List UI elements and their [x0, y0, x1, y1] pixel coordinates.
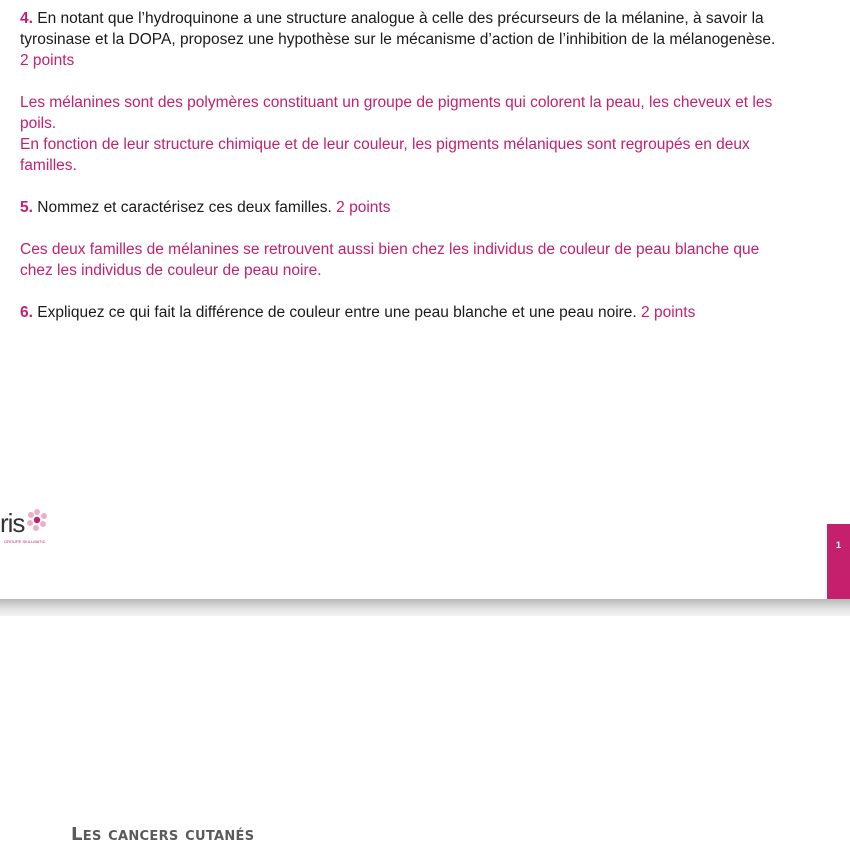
question-4 — [20, 8, 780, 71]
logo-wordmark: ris — [0, 508, 25, 538]
melanines-intro-line1: Les mélanines sont des polymères constituant un groupe de pigments qui colorent la peau, les cheveux et les poils. — [20, 94, 773, 132]
publisher-logo — [0, 506, 60, 550]
page-number-tab — [827, 524, 850, 599]
logo-subtext: GROUPE SKILLMATIC — [4, 539, 46, 544]
question-5 — [20, 197, 780, 218]
page-content — [20, 8, 780, 344]
section-title: Les cancers cutanés — [71, 824, 255, 845]
question-points: 2 points — [20, 52, 75, 69]
page-separator — [0, 599, 850, 616]
question-text: En notant que l’hydroquinone a une structure analogue à celle des précurseurs de la mélanine, à savoir la tyrosinase et la DOPA, proposez une hypothèse sur le mécanisme d’action de l’inhibition de la mélanogenèse. — [20, 10, 776, 48]
question-number: 5. — [20, 199, 33, 216]
question-text: Nommez et caractérisez ces deux familles. — [37, 199, 332, 216]
page-number: 1 — [835, 540, 841, 550]
page-lower — [0, 616, 850, 846]
question-points: 2 points — [336, 199, 391, 216]
melanines-intro-line2: En fonction de leur structure chimique et de leur couleur, les pigments mélaniques sont regroupés en deux familles. — [20, 136, 750, 174]
question-6 — [20, 302, 780, 323]
familles-intro: Ces deux familles de mélanines se retrouvent aussi bien chez les individus de couleur de peau blanche que chez les individus de couleur de peau noire. — [20, 241, 760, 279]
question-number: 4. — [20, 10, 33, 27]
question-text: Expliquez ce qui fait la différence de couleur entre une peau blanche et une peau noire. — [37, 304, 637, 321]
question-number: 6. — [20, 304, 33, 321]
flower-icon — [22, 506, 52, 536]
question-points: 2 points — [641, 304, 696, 321]
